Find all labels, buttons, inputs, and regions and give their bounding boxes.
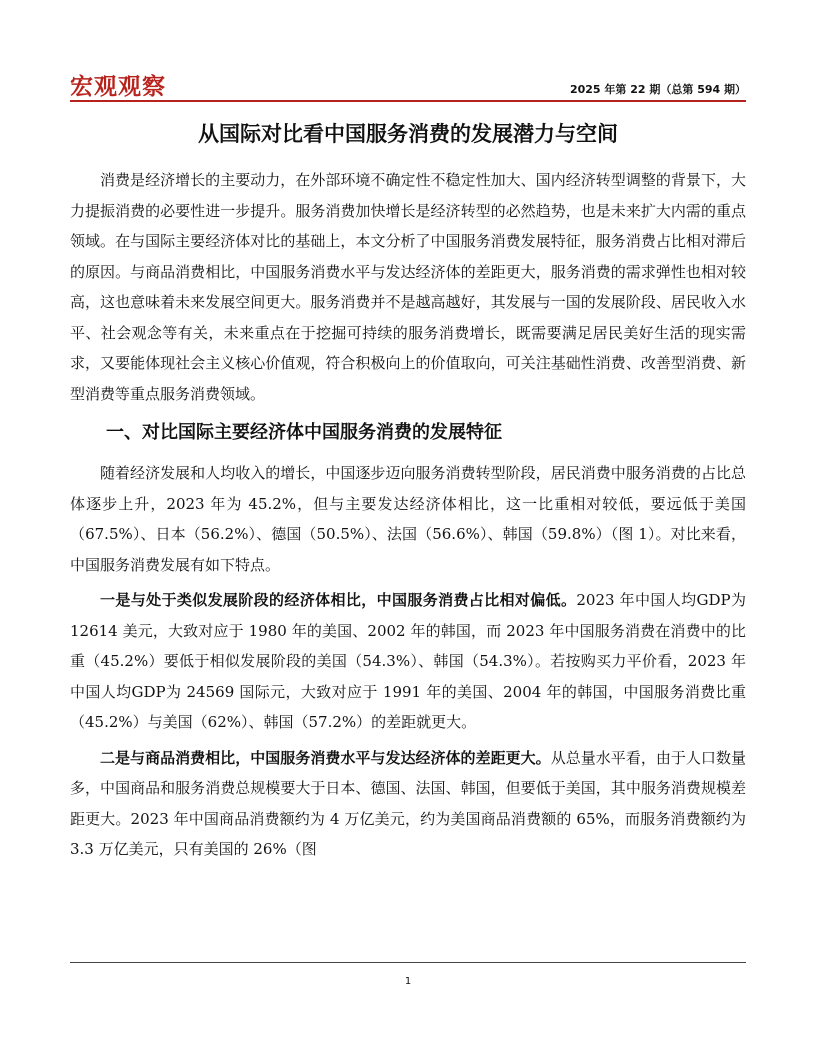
issue-number: 2025 年第 22 期（总第 594 期） — [569, 83, 746, 96]
page-header — [70, 66, 746, 104]
point-one-text: 2023 年中国人均GDP为 12614 美元，大致对应于 1980 年的美国、2002 年的韩国，而 2023 年中国服务消费在消费中的比重（45.2%）要低于相似发展阶段的美国（54.3%）、韩国（54.3%）。若按购买力平价看，2023 年中国人均GDP为 24569 国际元，大致对应于 1991 年的美国、2004 年的韩国，中国服务消费比重（45.2%）与美国（62%）、韩国（57.2%）的差距就更大。 — [70, 591, 746, 731]
intro-paragraph: 消费是经济增长的主要动力，在外部环境不确定性不稳定性加大、国内经济转型调整的背景下，大力提振消费的必要性进一步提升。服务消费加快增长是经济转型的必然趋势，也是未来扩大内需的重点领域。在与国际主要经济体对比的基础上，本文分析了中国服务消费发展特征，服务消费占比相对滞后的原因。与商品消费相比，中国服务消费水平与发达经济体的差距更大，服务消费的需求弹性也相对较高，这也意味着未来发展空间更大。服务消费并不是越高越好，其发展与一国的发展阶段、居民收入水平、社会观念等有关，未来重点在于挖掘可持续的服务消费增长，既需要满足居民美好生活的现实需求，又要能体现社会主义核心价值观，符合积极向上的价值取向，可关注基础性消费、改善型消费、新型消费等重点服务消费领域。 — [70, 171, 746, 403]
page-number: 1 — [404, 976, 412, 987]
point-two-paragraph — [70, 743, 746, 865]
point-one-lead: 一是与处于类似发展阶段的经济体相比，中国服务消费占比相对偏低。 — [100, 591, 577, 609]
article-title: 从国际对比看中国服务消费的发展潜力与空间 — [198, 122, 618, 146]
point-one-paragraph — [70, 585, 746, 738]
section-heading: 一、对比国际主要经济体中国服务消费的发展特征 — [106, 422, 502, 443]
publication-brand: 宏观观察 — [70, 74, 166, 100]
header-rule — [70, 100, 746, 102]
point-two-text: 从总量水平看，由于人口数量多，中国商品和服务消费总规模要大于日本、德国、法国、韩国，但要低于美国，其中服务消费规模差距更大。2023 年中国商品消费额约为 4 万亿美元，约为美国商品消费额的 65%，而服务消费额约为 3.3 万亿美元，只有美国的 26%（图 — [70, 748, 746, 858]
point-two-lead: 二是与商品消费相比，中国服务消费水平与发达经济体的差距更大。 — [100, 748, 551, 767]
article-body — [70, 165, 746, 865]
section-paragraph: 随着经济发展和人均收入的增长，中国逐步迈向服务消费转型阶段，居民消费中服务消费的占比总体逐步上升，2023 年为 45.2%，但与主要发达经济体相比，这一比重相对较低，要远低于美国（67.5%）、日本（56.2%）、德国（50.5%）、法国（56.6%）、韩国（59.8%）（图 1）。对比来看，中国服务消费发展有如下特点。 — [70, 464, 746, 574]
footer-rule — [70, 962, 746, 963]
